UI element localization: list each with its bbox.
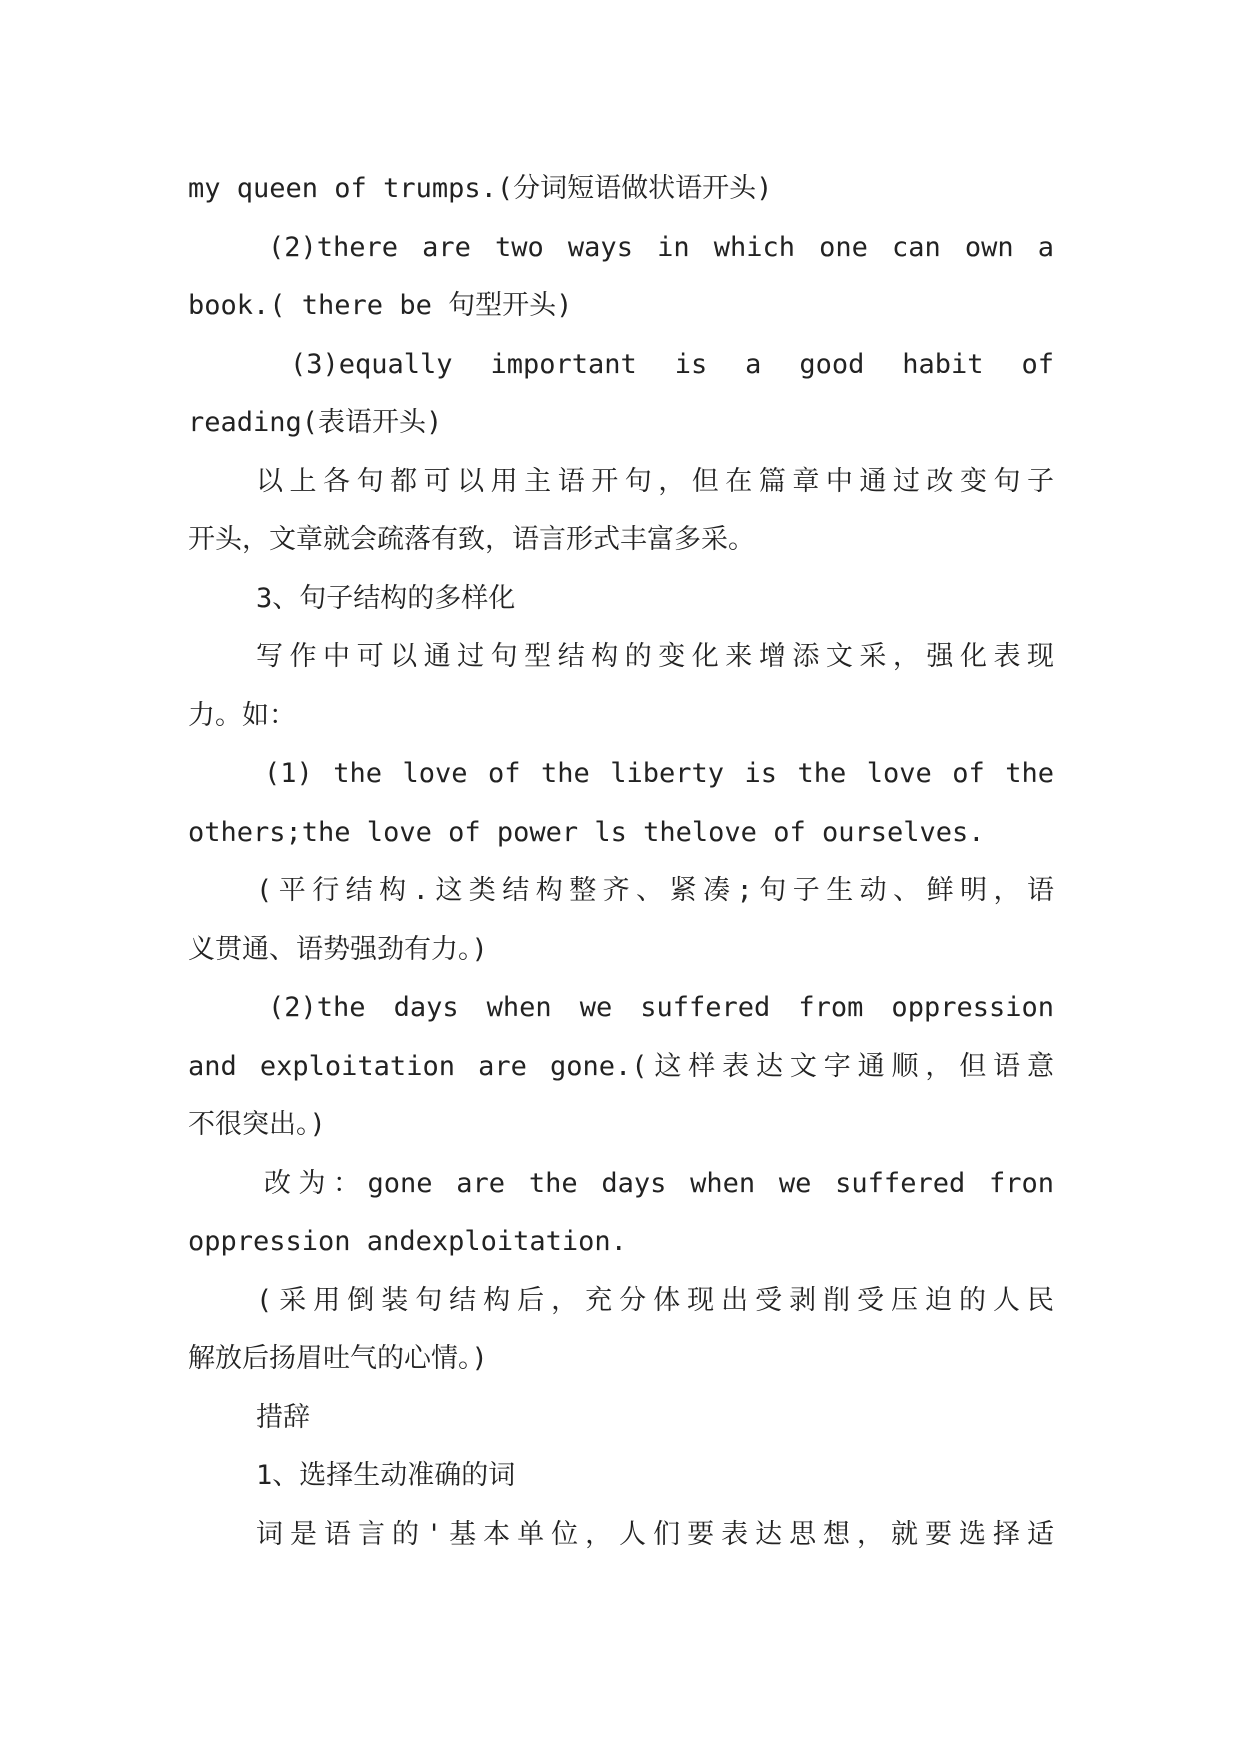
text-line: 词是语言的'基本单位，人们要表达思想，就要选择适	[256, 1518, 1054, 1550]
text-line: oppression andexploitation.	[188, 1226, 627, 1257]
text-line: (2)the days when we suffered from oppression	[268, 992, 1054, 1023]
text-line: 解放后扬眉吐气的心情。)	[188, 1343, 488, 1374]
document-body	[188, 160, 1054, 1564]
text-line: (1) the love of the liberty is the love of the	[264, 758, 1054, 789]
text-line: book.( there be 句型开头)	[188, 290, 573, 321]
section-heading: 措辞	[256, 1401, 310, 1433]
section-heading: 1、选择生动准确的词	[256, 1460, 516, 1491]
text-line: 以上各句都可以用主语开句，但在篇章中通过改变句子	[256, 465, 1054, 497]
text-line: reading(表语开头)	[188, 407, 443, 438]
text-line: and exploitation are gone.(这样表达文字通顺，但语意	[188, 1050, 1054, 1082]
text-line: (3)equally important is a good habit of	[290, 348, 1054, 380]
text-line: others;the love of power ls thelove of ourselves.	[188, 816, 985, 848]
text-line: 开头，文章就会疏落有致，语言形式丰富多采。	[188, 524, 755, 555]
section-heading: 3、句子结构的多样化	[256, 582, 516, 614]
text-line: 不很突出。)	[188, 1109, 326, 1140]
text-line: my queen of trumps.(分词短语做状语开头)	[188, 173, 773, 204]
text-line: 改为：gone are the days when we suffered fron	[264, 1167, 1054, 1199]
text-line: 力。如：	[188, 699, 296, 731]
text-line: 写作中可以通过句型结构的变化来增添文采，强化表现	[256, 641, 1054, 672]
text-line: 义贯通、语势强劲有力。)	[188, 933, 488, 965]
text-line: (采用倒装句结构后，充分体现出受剥削受压迫的人民	[256, 1284, 1054, 1316]
text-line: (平行结构.这类结构整齐、紧凑;句子生动、鲜明，语	[256, 875, 1054, 906]
text-line: (2)there are two ways in which one can own a	[268, 231, 1054, 263]
